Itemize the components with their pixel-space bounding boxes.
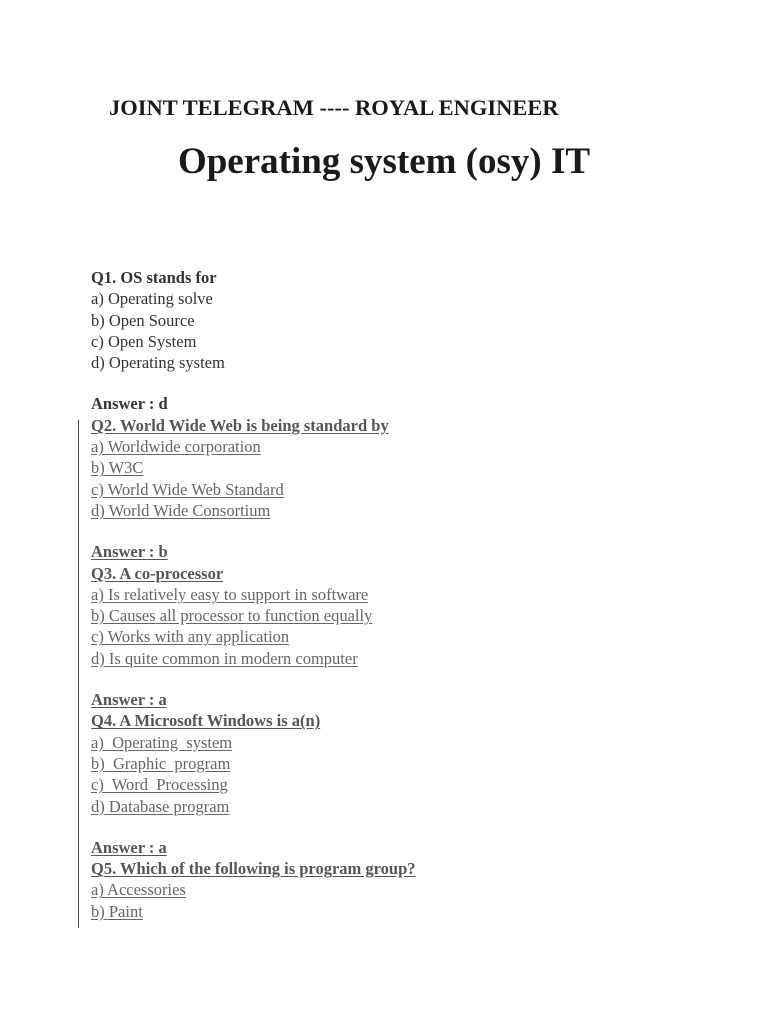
- question-text[interactable]: Q5. Which of the following is program group?: [91, 859, 416, 879]
- option-a: a) Operating solve: [91, 289, 213, 309]
- spacer: [91, 521, 731, 541]
- spacer: [91, 817, 731, 837]
- option-b[interactable]: b) W3C: [91, 458, 144, 478]
- quiz-content: [91, 267, 731, 922]
- option-b[interactable]: b) Causes all processor to function equally: [91, 606, 373, 626]
- option-a[interactable]: a) Operating system: [91, 732, 233, 752]
- spacer: [91, 669, 731, 689]
- answer-text[interactable]: Answer : a: [91, 837, 167, 857]
- answer-text[interactable]: Answer : a: [91, 690, 167, 710]
- question-text[interactable]: Q2. World Wide Web is being standard by: [91, 415, 389, 435]
- question-block-3: [91, 563, 731, 711]
- answer-text: Answer : d: [91, 394, 168, 414]
- option-a[interactable]: a) Is relatively easy to support in software: [91, 584, 369, 604]
- option-b[interactable]: b) Paint: [91, 901, 143, 921]
- document-header: JOINT TELEGRAM ---- ROYAL ENGINEER: [109, 95, 559, 120]
- spacer: [91, 373, 731, 393]
- option-c[interactable]: c) World Wide Web Standard: [91, 479, 284, 499]
- question-text[interactable]: Q3. A co-processor: [91, 563, 224, 583]
- question-block-1: [91, 267, 731, 415]
- option-c[interactable]: c) Word Processing: [91, 775, 228, 795]
- option-b[interactable]: b) Graphic program: [91, 753, 231, 773]
- option-d[interactable]: d) World Wide Consortium: [91, 500, 271, 520]
- document-title: Operating system (osy) IT: [177, 141, 591, 182]
- option-d[interactable]: d) Database program: [91, 796, 230, 816]
- option-d: d) Operating system: [91, 353, 225, 373]
- option-c[interactable]: c) Works with any application: [91, 627, 290, 647]
- margin-rule: [78, 420, 79, 928]
- option-d[interactable]: d) Is quite common in modern computer: [91, 648, 358, 668]
- option-a[interactable]: a) Worldwide corporation: [91, 437, 261, 457]
- question-text[interactable]: Q4. A Microsoft Windows is a(n): [91, 711, 321, 731]
- question-block-2: [91, 415, 731, 563]
- option-c: c) Open System: [91, 331, 197, 351]
- option-a[interactable]: a) Accessories: [91, 880, 186, 900]
- option-b: b) Open Source: [91, 310, 195, 330]
- answer-text[interactable]: Answer : b: [91, 542, 168, 562]
- question-block-5: [91, 858, 731, 922]
- question-block-4: [91, 710, 731, 858]
- question-text: Q1. OS stands for: [91, 268, 217, 287]
